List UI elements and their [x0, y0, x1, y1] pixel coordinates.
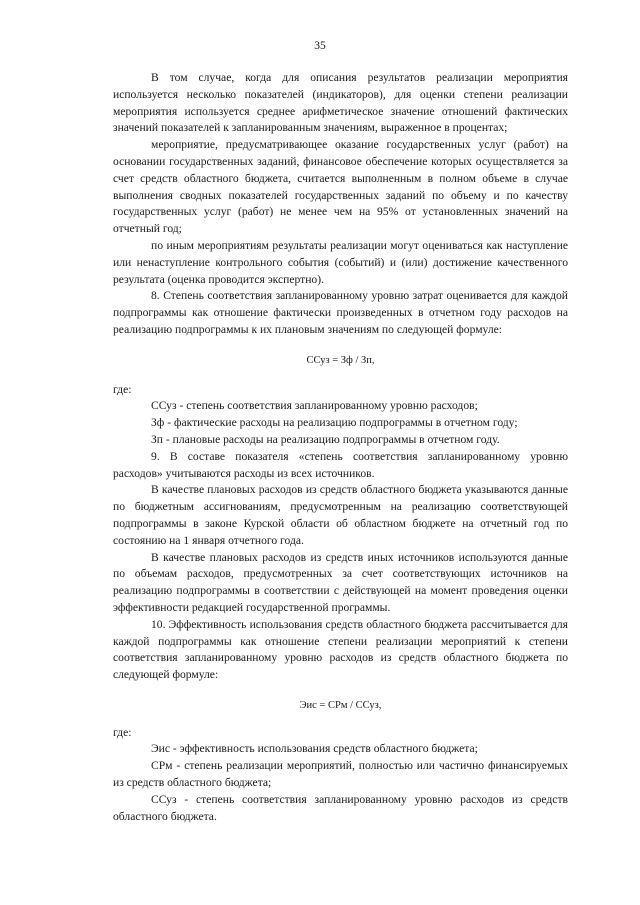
where-label: где:: [113, 725, 132, 739]
paragraph: мероприятие, предусматривающее оказание государственных услуг (работ) на основании государственных заданий, финансовое обеспечение которых осуществляется за счет средств областного бюджета, считается выполненным в полном объеме в случае выполнения сводных показателей государственных заданий по объему и по качеству государственных услуг (работ) не менее чем на 95% от установленных значений на отчетный год;: [113, 138, 568, 236]
definition-line: ССуз - степень соответствия запланированному уровню расходов из средств областного бюджета.: [113, 792, 568, 823]
paragraph: В том случае, когда для описания результатов реализации мероприятия используется несколько показателей (индикаторов), для оценки степени реализации мероприятия используется среднее арифметическое значение отношений фактических значений показателей к запланированным значениям, выраженное в процентах;: [113, 71, 568, 135]
paragraph: В качестве плановых расходов из средств областного бюджета указываются данные по бюджетным ассигнованиям, предусмотренным на реализацию соответствующей подпрограммы в законе Курской области об областном бюджете на отчетный год по состоянию на 1 января отчетного года.: [113, 483, 568, 547]
formula-budget-efficiency: Эис = СРм / ССуз,: [299, 699, 382, 711]
paragraph: В качестве плановых расходов из средств иных источников используются данные по объемам расходов, предусмотренных за счет соответствующих источников на реализацию подпрограммы в соответствии с действующей на момент проведения оценки эффективности редакцией государственной программы.: [113, 550, 568, 614]
where-label: где:: [113, 382, 132, 396]
definition-line: ССуз - степень соответствия запланированному уровню расходов;: [151, 399, 478, 413]
definition-line: Зп - плановые расходы на реализацию подпрограммы в отчетном году.: [151, 432, 500, 446]
definition-line: Зф - фактические расходы на реализацию подпрограммы в отчетном году;: [151, 416, 518, 430]
formula-cost-compliance: ССуз = Зф / Зп,: [306, 354, 375, 366]
paragraph: по иным мероприятиям результаты реализации могут оцениваться как наступление или ненаступление контрольного события (событий) и (или) достижение качественного результата (оценка проводится экспертно).: [113, 238, 568, 286]
definition-line: Эис - эффективность использования средств областного бюджета;: [151, 742, 478, 756]
document-body: [113, 70, 568, 825]
paragraph: 9. В составе показателя «степень соответствия запланированному уровню расходов» учитываются расходы из всех источников.: [113, 449, 568, 480]
paragraph: 10. Эффективность использования средств областного бюджета рассчитывается для каждой подпрограммы как отношение степени реализации мероприятий к степени соответствия запланированному уровню расходов из средств областного бюджета по следующей формуле:: [113, 617, 568, 682]
definition-line: СРм - степень реализации мероприятий, полностью или частично финансируемых из средств областного бюджета;: [113, 759, 568, 790]
page-number: 35: [314, 40, 326, 52]
paragraph: 8. Степень соответствия запланированному уровню затрат оценивается для каждой подпрограммы как отношение фактически произведенных в отчетном году расходов на реализацию подпрограммы к их плановым значениям по следующей формуле:: [113, 289, 568, 336]
